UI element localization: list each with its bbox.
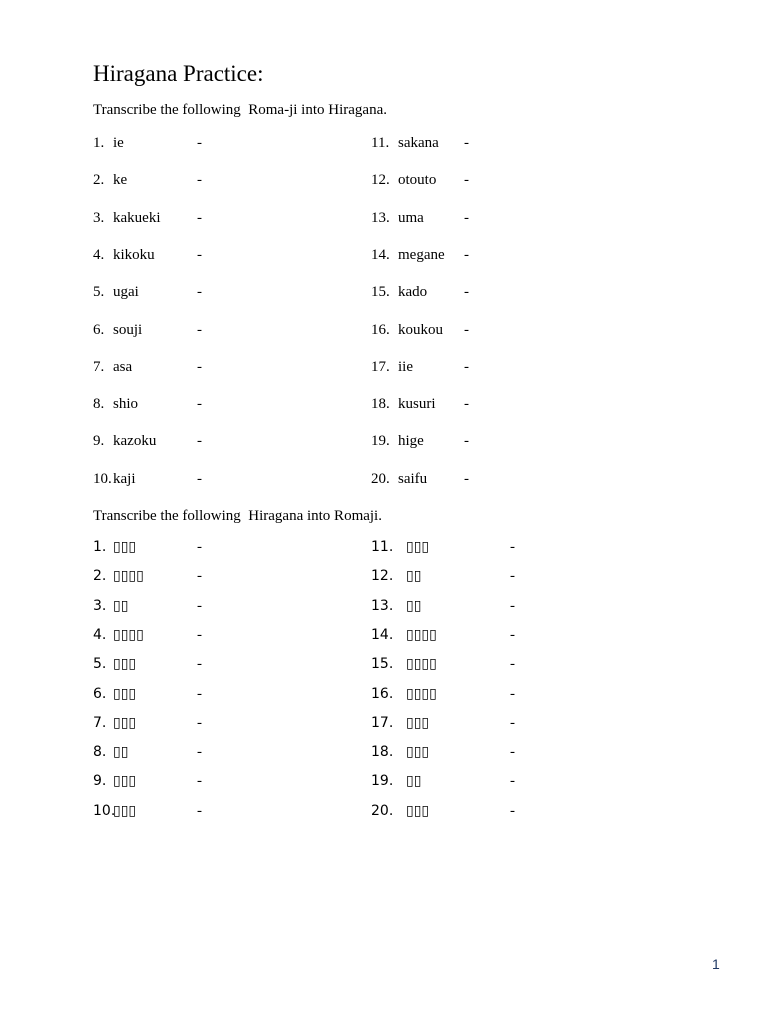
exercise-word: ▯▯▯ xyxy=(406,539,430,555)
answer-dash: - xyxy=(510,714,515,731)
answer-dash: - xyxy=(197,714,202,731)
answer-dash: - xyxy=(464,135,469,151)
exercise-number: 17. xyxy=(371,714,394,731)
answer-dash: - xyxy=(510,626,515,643)
exercise-word: ▯▯▯ xyxy=(406,714,430,731)
exercise-number: 2. xyxy=(93,172,105,189)
exercise-number: 8. xyxy=(93,744,107,761)
exercise-number: 6. xyxy=(93,685,107,702)
answer-dash: - xyxy=(197,172,202,189)
exercise-number: 18. xyxy=(371,396,390,413)
exercise-number: 4. xyxy=(93,246,105,263)
exercise-number: 1. xyxy=(93,539,107,555)
answer-dash: - xyxy=(510,539,515,555)
answer-dash: - xyxy=(464,321,469,338)
answer-dash: - xyxy=(510,744,515,761)
hiragana-instruction: Transcribe the following Hiragana into Romaji. xyxy=(93,508,382,524)
exercise-number: 14. xyxy=(371,246,390,263)
exercise-word: sakana xyxy=(398,135,439,151)
answer-dash: - xyxy=(197,568,202,585)
exercise-number: 20. xyxy=(371,470,390,487)
exercise-number: 14. xyxy=(371,626,394,643)
answer-dash: - xyxy=(510,685,515,702)
exercise-word: ▯▯▯ xyxy=(113,685,137,702)
exercise-word: ▯▯▯ xyxy=(406,802,430,819)
answer-dash: - xyxy=(464,209,469,226)
answer-dash: - xyxy=(510,802,515,819)
exercise-word: souji xyxy=(113,321,143,338)
exercise-word: ▯▯▯ xyxy=(113,714,137,731)
exercise-number: 13. xyxy=(371,597,394,614)
page-number: 1 xyxy=(712,956,720,972)
exercise-number: 11. xyxy=(371,539,394,555)
exercise-word: ugai xyxy=(113,284,139,301)
exercise-word: kado xyxy=(398,284,428,301)
exercise-word: ▯▯▯▯ xyxy=(406,626,437,643)
answer-dash: - xyxy=(464,172,469,189)
exercise-number: 1. xyxy=(93,135,105,151)
answer-dash: - xyxy=(464,284,469,301)
exercise-word: ▯▯▯▯ xyxy=(113,626,144,643)
exercise-number: 7. xyxy=(93,358,105,375)
answer-dash: - xyxy=(464,433,469,450)
exercise-number: 18. xyxy=(371,744,394,761)
exercise-number: 19. xyxy=(371,433,390,450)
answer-dash: - xyxy=(197,284,202,301)
exercise-word: ▯▯▯▯ xyxy=(406,685,437,702)
exercise-number: 11. xyxy=(371,135,390,151)
exercise-word: ke xyxy=(113,172,128,189)
exercise-word: ▯▯▯ xyxy=(406,744,430,761)
exercise-number: 4. xyxy=(93,626,107,643)
answer-dash: - xyxy=(197,321,202,338)
answer-dash: - xyxy=(510,656,515,673)
answer-dash: - xyxy=(197,358,202,375)
exercise-number: 6. xyxy=(93,321,105,338)
exercise-word: shio xyxy=(113,396,139,413)
exercise-word: ▯▯ xyxy=(113,744,129,761)
exercise-word: ▯▯ xyxy=(406,597,422,614)
exercise-word: saifu xyxy=(398,470,428,487)
exercise-number: 16. xyxy=(371,685,394,702)
exercise-number: 15. xyxy=(371,656,394,673)
exercise-number: 17. xyxy=(371,358,390,375)
exercise-word: ie xyxy=(113,135,124,151)
answer-dash: - xyxy=(197,744,202,761)
answer-dash: - xyxy=(197,433,202,450)
exercise-word: koukou xyxy=(398,321,443,338)
exercise-number: 2. xyxy=(93,568,107,585)
exercise-number: 8. xyxy=(93,396,105,413)
exercise-word: otouto xyxy=(398,172,437,189)
exercise-word: ▯▯ xyxy=(406,568,422,585)
exercise-number: 9. xyxy=(93,773,107,790)
exercise-number: 9. xyxy=(93,433,105,450)
exercise-word: ▯▯▯ xyxy=(113,656,137,673)
exercise-number: 16. xyxy=(371,321,390,338)
exercise-number: 3. xyxy=(93,597,107,614)
answer-dash: - xyxy=(197,626,202,643)
exercise-number: 5. xyxy=(93,656,107,673)
exercise-word: iie xyxy=(398,358,413,375)
answer-dash: - xyxy=(197,656,202,673)
exercise-word: uma xyxy=(398,209,424,226)
exercise-word: megane xyxy=(398,246,445,263)
exercise-number: 10. xyxy=(93,802,116,819)
exercise-number: 12. xyxy=(371,172,390,189)
answer-dash: - xyxy=(197,209,202,226)
answer-dash: - xyxy=(197,802,202,819)
exercise-word: kakueki xyxy=(113,209,161,226)
exercise-number: 12. xyxy=(371,568,394,585)
answer-dash: - xyxy=(197,396,202,413)
exercise-word: ▯▯▯ xyxy=(113,539,137,555)
exercise-number: 19. xyxy=(371,773,394,790)
exercise-word: ▯▯▯▯ xyxy=(406,656,437,673)
exercise-word: ▯▯ xyxy=(113,597,129,614)
exercise-number: 15. xyxy=(371,284,390,301)
exercise-number: 5. xyxy=(93,284,105,301)
answer-dash: - xyxy=(197,773,202,790)
romaji-instruction: Transcribe the following Roma-ji into Hiragana. xyxy=(93,102,387,118)
exercise-number: 20. xyxy=(371,802,394,819)
answer-dash: - xyxy=(510,773,515,790)
answer-dash: - xyxy=(197,246,202,263)
exercise-word: kikoku xyxy=(113,246,155,263)
exercise-word: ▯▯▯ xyxy=(113,802,137,819)
exercise-word: ▯▯ xyxy=(406,773,422,790)
exercise-number: 10. xyxy=(93,470,112,487)
exercise-number: 3. xyxy=(93,209,105,226)
exercise-word: asa xyxy=(113,358,133,375)
exercise-word: ▯▯▯▯ xyxy=(113,568,144,585)
answer-dash: - xyxy=(464,358,469,375)
exercise-word: ▯▯▯ xyxy=(113,773,137,790)
answer-dash: - xyxy=(464,396,469,413)
answer-dash: - xyxy=(197,685,202,702)
exercise-number: 13. xyxy=(371,209,390,226)
answer-dash: - xyxy=(510,568,515,585)
answer-dash: - xyxy=(197,597,202,614)
exercise-word: kusuri xyxy=(398,396,436,413)
answer-dash: - xyxy=(197,470,202,487)
exercise-word: kaji xyxy=(113,470,136,487)
answer-dash: - xyxy=(197,135,202,151)
exercise-number: 7. xyxy=(93,714,107,731)
exercise-word: hige xyxy=(398,433,424,450)
exercise-word: kazoku xyxy=(113,433,157,450)
answer-dash: - xyxy=(464,470,469,487)
answer-dash: - xyxy=(510,597,515,614)
answer-dash: - xyxy=(464,246,469,263)
page-title: Hiragana Practice: xyxy=(93,61,264,86)
answer-dash: - xyxy=(197,539,202,555)
